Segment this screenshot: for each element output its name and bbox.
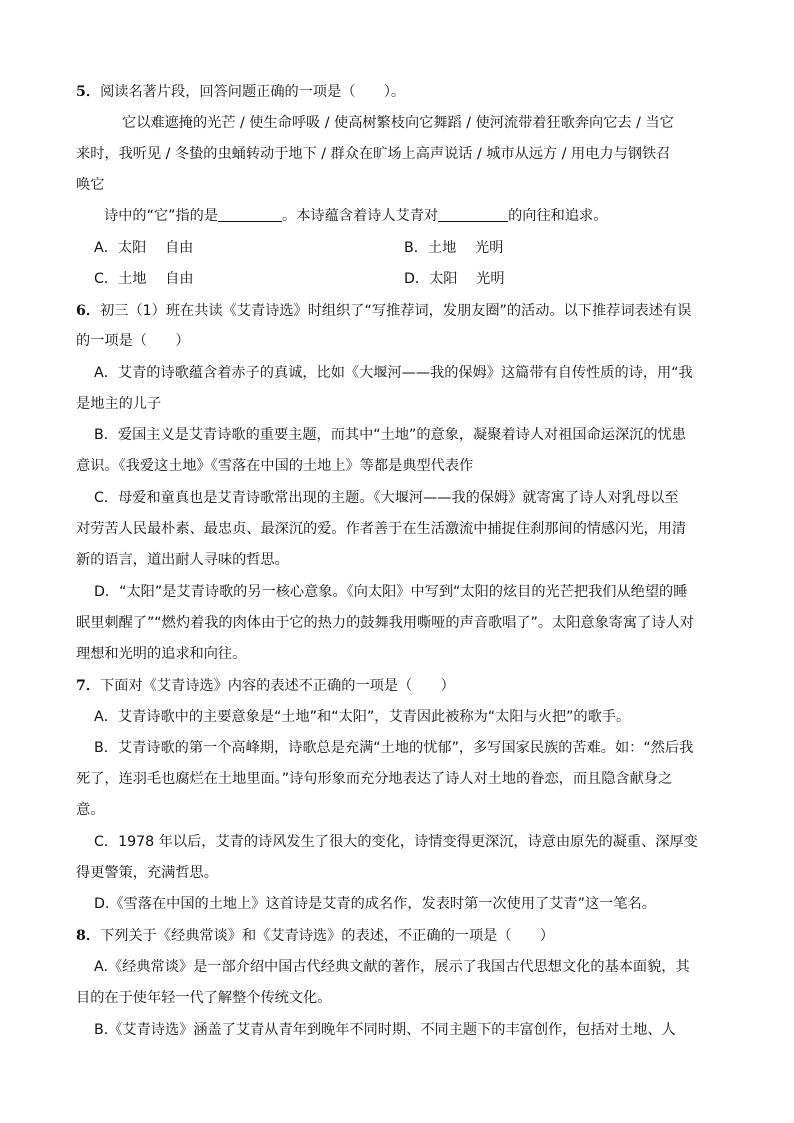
option-b: B．爱国主义是艾青诗歌的重要主题，而其中“土地”的意象，凝聚着诗人对祖国命运深沉的忧患 bbox=[94, 427, 686, 443]
option-a-cont: 是地主的儿子 bbox=[76, 396, 162, 412]
option-b: B．土地 光明 bbox=[404, 240, 504, 256]
question-8-stem bbox=[76, 926, 554, 946]
fill-blank-sentence bbox=[104, 206, 607, 226]
question-text: 下列关于《经典常谈》和《艾青诗选》的表述，不正确的一项是（ ） bbox=[100, 928, 555, 944]
option-c: C．土地 自由 bbox=[94, 271, 194, 287]
question-text: 的一项是（ ） bbox=[76, 333, 190, 349]
option-c: C．1978 年以后，艾青的诗风发生了很大的变化，诗情变得更深沉，诗意由原先的凝重、深厚变 bbox=[94, 834, 698, 850]
question-text: 初三（1）班在共读《艾青诗选》时组织了“写推荐词，发朋友圈”的活动。以下推荐词表述有误 bbox=[100, 303, 692, 319]
option-c-cont: 新的语言，道出耐人寻味的哲思。 bbox=[76, 552, 289, 568]
option-b-cont: 意识。《我爱这土地》《雪落在中国的土地上》等都是典型代表作 bbox=[76, 458, 474, 474]
question-number: 5． bbox=[76, 84, 101, 100]
option-a-cont: 目的在于使年轻一代了解整个传统文化。 bbox=[76, 990, 332, 1006]
option-b-cont: 意。 bbox=[76, 802, 105, 818]
option-a: A.《经典常谈》是一部介绍中国古代经典文献的著作，展示了我国古代思想文化的基本面貌，其 bbox=[94, 959, 690, 975]
option-d-cont: 理想和光明的追求和向往。 bbox=[76, 646, 247, 662]
sentence-part: 诗中的“它”指的是 bbox=[104, 208, 219, 224]
answer-blank bbox=[438, 207, 508, 222]
sentence-part: 。本诗蕴含着诗人艾青对 bbox=[282, 208, 439, 224]
option-c-cont: 对劳苦人民最朴素、最忠贞、最深沉的爱。作者善于在生活激流中捕捉住刹那间的情感闪光，用清 bbox=[76, 521, 687, 537]
question-text: 下面对《艾青诗选》内容的表述不正确的一项是（ ） bbox=[100, 678, 455, 694]
question-6-stem bbox=[76, 301, 691, 321]
question-number: 7． bbox=[76, 678, 101, 694]
question-number: 8． bbox=[76, 928, 101, 944]
poem-line: 它以难遮掩的光芒 / 使生命呼吸 / 使高树繁枝向它舞蹈 / 使河流带着狂歌奔向它去 / 当它 bbox=[122, 115, 674, 131]
option-d: D.《雪落在中国的土地上》这首诗是艾青的成名作，发表时第一次使用了艾青”这一笔名。 bbox=[94, 896, 656, 912]
option-b: B．艾青诗歌的第一个高峰期，诗歌总是充满“土地的忧郁”，多写国家民族的苦难。如：“然后我 bbox=[94, 740, 694, 756]
sentence-part: 的向往和追求。 bbox=[508, 208, 608, 224]
option-d: D．太阳 光明 bbox=[404, 271, 505, 287]
question-7-stem bbox=[76, 676, 455, 696]
option-a: A．艾青诗歌中的主要意象是“土地”和“太阳”，艾青因此被称为“太阳与火把”的歌手。 bbox=[94, 709, 631, 725]
option-d: D．“太阳”是艾青诗歌的另一核心意象。《向太阳》中写到“太阳的炫目的光芒把我们从绝望的睡 bbox=[94, 584, 688, 600]
question-text: 阅读名著片段，回答问题正确的一项是（ ）。 bbox=[100, 84, 406, 100]
poem-line: 来时，我听见 / 冬蛰的虫蛹转动于地下 / 群众在旷场上高声说话 / 城市从远方 / 用电力与钢铁召 bbox=[76, 146, 671, 162]
option-a: A．太阳 自由 bbox=[94, 240, 194, 256]
question-number: 6． bbox=[76, 303, 101, 319]
option-d-cont: 眠里刺醒了”“燃灼着我的肉体由于它的热力的鼓舞我用嘶哑的声音歌唱了”。太阳意象寄寓了诗人对 bbox=[76, 615, 694, 631]
question-5-stem bbox=[76, 82, 405, 102]
option-b-cont: 死了，连羽毛也腐烂在土地里面。”诗句形象而充分地表达了诗人对土地的眷恋，而且隐含献身之 bbox=[76, 771, 673, 787]
option-c: C．母爱和童真也是艾青诗歌常出现的主题。《大堰河——我的保姆》就寄寓了诗人对乳母以至 bbox=[94, 490, 679, 506]
answer-blank bbox=[218, 207, 282, 222]
poem-line: 唤它 bbox=[76, 177, 105, 193]
option-b: B.《艾青诗选》涵盖了艾青从青年到晚年不同时期、不同主题下的丰富创作，包括对土地、人 bbox=[94, 1022, 676, 1038]
option-c-cont: 得更警策，充满哲思。 bbox=[76, 865, 218, 881]
option-a: A．艾青的诗歌蕴含着赤子的真诚，比如《大堰河——我的保姆》这篇带有自传性质的诗，用“我 bbox=[94, 365, 693, 381]
